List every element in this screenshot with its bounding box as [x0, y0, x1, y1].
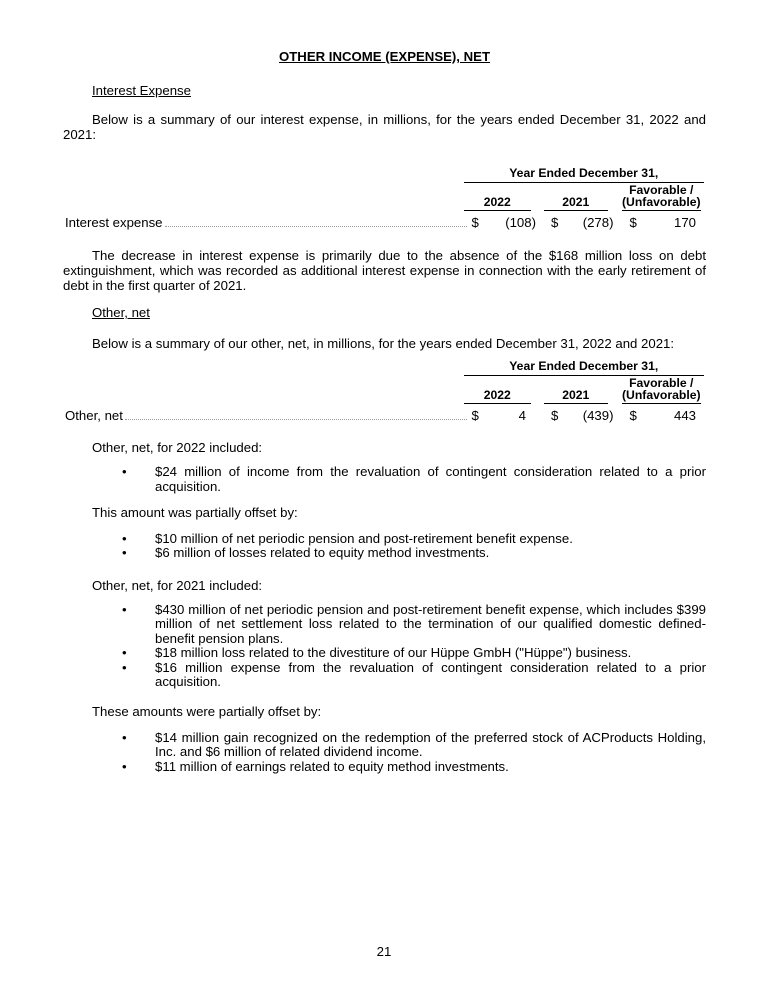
other-2022-offset-label: This amount was partially offset by: — [92, 505, 298, 521]
other-2021-included-label: Other, net, for 2021 included: — [92, 577, 263, 593]
page-number: 21 — [376, 944, 392, 959]
bullet-marker: • — [122, 545, 127, 561]
list-item — [63, 465, 706, 494]
bullet-text: $430 million of net periodic pension and post-retirement benefit expense, which includes $399 million of net settlement loss related to the termination of our qualified domestic defined-benefit pension plans. — [155, 601, 706, 646]
dot-leader — [125, 419, 467, 420]
other-2022-included-label: Other, net, for 2022 included: — [92, 440, 263, 456]
col-header-favorable-line2: (Unfavorable) — [622, 194, 701, 209]
cell-2021 — [549, 216, 614, 231]
other-2021-offset-label: These amounts were partially offset by: — [92, 704, 322, 720]
cell-value-2021: (278) — [582, 214, 614, 230]
cell-value-2022: 4 — [518, 407, 526, 423]
interest-intro-paragraph: Below is a summary of our interest expense, in millions, for the years ended December 31, 2022 and 2021: — [63, 112, 706, 142]
section-heading-interest-expense: Interest Expense — [92, 82, 191, 98]
table-other-net — [63, 360, 706, 423]
cell-value-favorable: 170 — [673, 214, 696, 230]
col-header-2022: 2022 — [464, 197, 531, 212]
dollar-sign: $ — [629, 214, 637, 230]
cell-value-favorable: 443 — [673, 407, 696, 423]
cell-2022 — [470, 409, 537, 424]
row-label: Other, net — [65, 407, 123, 423]
dollar-sign: $ — [471, 214, 479, 230]
cell-2021 — [549, 409, 614, 424]
table-interest-expense — [63, 167, 706, 230]
dollar-sign: $ — [551, 214, 559, 230]
table-column-headers — [464, 378, 706, 404]
col-header-favorable-line1: Favorable / — [629, 183, 694, 198]
list-item — [63, 760, 706, 775]
bullet-text: $16 million expense from the revaluation of contingent consideration related to a prior acquisition. — [155, 659, 706, 690]
bullet-text: $24 million of income from the revaluation of contingent consideration related to a prior acquisition. — [155, 463, 706, 494]
bullet-marker: • — [122, 530, 127, 546]
bullet-marker: • — [122, 729, 127, 745]
dollar-sign: $ — [551, 407, 559, 423]
bullet-list-2022-included — [63, 465, 706, 494]
bullet-marker: • — [122, 659, 127, 675]
cell-favorable — [628, 409, 707, 424]
col-header-favorable-line2: (Unfavorable) — [622, 387, 701, 402]
interest-discussion-paragraph: The decrease in interest expense is primarily due to the absence of the $168 million loss on debt extinguishment, which was recorded as additional interest expense in connection with the early retirement of debt in the first quarter of 2021. — [63, 248, 706, 293]
bullet-text: $14 million gain recognized on the redemption of the preferred stock of ACProducts Holding, Inc. and $6 million of related dividend income. — [155, 729, 706, 760]
col-header-2021: 2021 — [544, 197, 609, 212]
list-item — [63, 546, 706, 561]
bullet-list-2021-offset — [63, 731, 706, 775]
list-item — [63, 731, 706, 760]
cell-value-2022: (108) — [505, 214, 536, 230]
list-item — [63, 603, 706, 647]
list-item — [63, 532, 706, 547]
list-item — [63, 646, 706, 661]
dot-leader — [165, 226, 467, 227]
dollar-sign: $ — [629, 407, 637, 423]
bullet-marker: • — [122, 463, 127, 479]
table-row — [63, 214, 706, 230]
col-header-2021: 2021 — [544, 390, 609, 405]
table-column-headers — [464, 185, 706, 211]
bullet-text: $10 million of net periodic pension and post-retirement benefit expense. — [155, 530, 573, 546]
col-header-favorable — [622, 378, 701, 404]
document-title: OTHER INCOME (EXPENSE), NET — [278, 49, 491, 64]
row-label: Interest expense — [65, 214, 163, 230]
bullet-text: $18 million loss related to the divestiture of our Hüppe GmbH ("Hüppe") business. — [155, 645, 632, 661]
bullet-marker: • — [122, 758, 127, 774]
cell-favorable — [628, 216, 707, 231]
table-span-header: Year Ended December 31, — [464, 360, 704, 376]
cell-value-2021: (439) — [582, 407, 614, 423]
col-header-favorable-line1: Favorable / — [629, 376, 694, 391]
col-header-2022: 2022 — [464, 390, 531, 405]
bullet-list-2021-included — [63, 603, 706, 691]
table-row — [63, 407, 706, 423]
bullet-text: $11 million of earnings related to equity method investments. — [155, 758, 509, 774]
bullet-marker: • — [122, 601, 127, 617]
bullet-marker: • — [122, 645, 127, 661]
list-item — [63, 661, 706, 690]
other-intro-paragraph: Below is a summary of our other, net, in millions, for the years ended December 31, 2022 and 2021: — [92, 335, 675, 351]
bullet-text: $6 million of losses related to equity method investments. — [155, 545, 490, 561]
bullet-list-2022-offset — [63, 532, 706, 561]
section-heading-other-net: Other, net — [92, 305, 150, 321]
col-header-favorable — [622, 185, 701, 211]
table-span-header: Year Ended December 31, — [464, 167, 704, 183]
dollar-sign: $ — [471, 407, 479, 423]
cell-2022 — [470, 216, 537, 231]
